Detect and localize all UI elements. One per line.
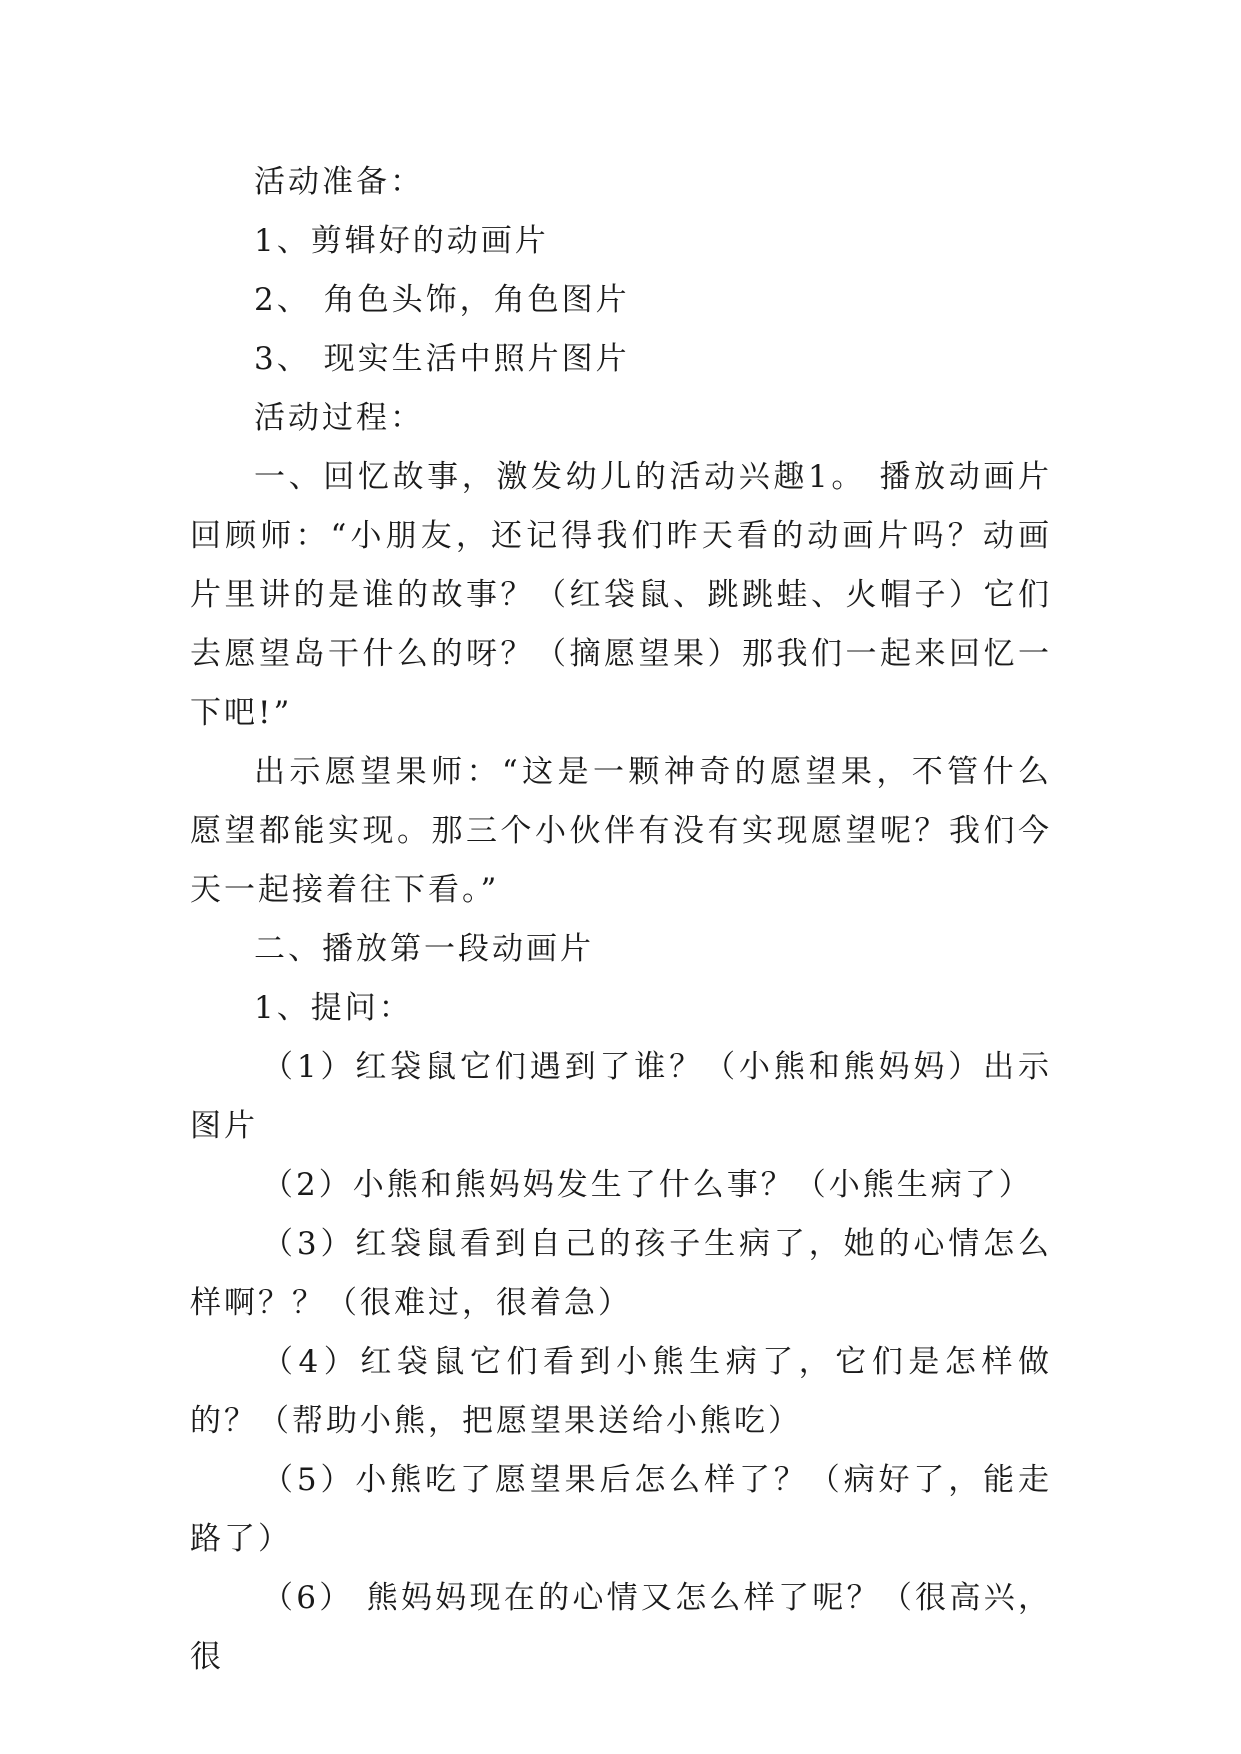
question-4: （4）红袋鼠它们看到小熊生病了，它们是怎样做的？（帮助小熊，把愿望果送给小熊吃） [190, 1344, 1052, 1439]
paragraph-recall-story: 一、回忆故事，激发幼儿的活动兴趣1。 播放动画片回顾师：“小朋友，还记得我们昨天看的动画片吗？动画片里讲的是谁的故事？（红袋鼠、跳跳蛙、火帽子）它们去愿望岛干什么的呀？（摘愿望果）那我们一起来回忆一下吧!” [190, 459, 1052, 731]
list-item-preparation-3: 3、 现实生活中照片图片 [254, 341, 630, 377]
heading-questions: 1、提问： [254, 990, 413, 1026]
paragraph-show-wish-fruit: 出示愿望果师：“这是一颗神奇的愿望果，不管什么愿望都能实现。那三个小伙伴有没有实现愿望呢？我们今天一起接着往下看。” [190, 754, 1052, 908]
question-3: （3）红袋鼠看到自己的孩子生病了，她的心情怎么样啊？？（很难过，很着急） [190, 1226, 1052, 1321]
heading-activity-preparation: 活动准备： [254, 164, 424, 200]
list-item-preparation-2: 2、 角色头饰，角色图片 [254, 282, 630, 318]
document-body [190, 153, 1052, 1687]
heading-play-first-segment: 二、播放第一段动画片 [254, 931, 594, 967]
question-6: （6） 熊妈妈现在的心情又怎么样了呢？（很高兴，很 [190, 1580, 1052, 1675]
list-item-preparation-1: 1、剪辑好的动画片 [254, 223, 549, 259]
heading-activity-process: 活动过程： [254, 400, 424, 436]
question-2: （2）小熊和熊妈妈发生了什么事？（小熊生病了） [262, 1167, 1033, 1203]
question-5: （5）小熊吃了愿望果后怎么样了？（病好了，能走路了） [190, 1462, 1052, 1557]
question-1: （1）红袋鼠它们遇到了谁？（小熊和熊妈妈）出示图片 [190, 1049, 1052, 1144]
